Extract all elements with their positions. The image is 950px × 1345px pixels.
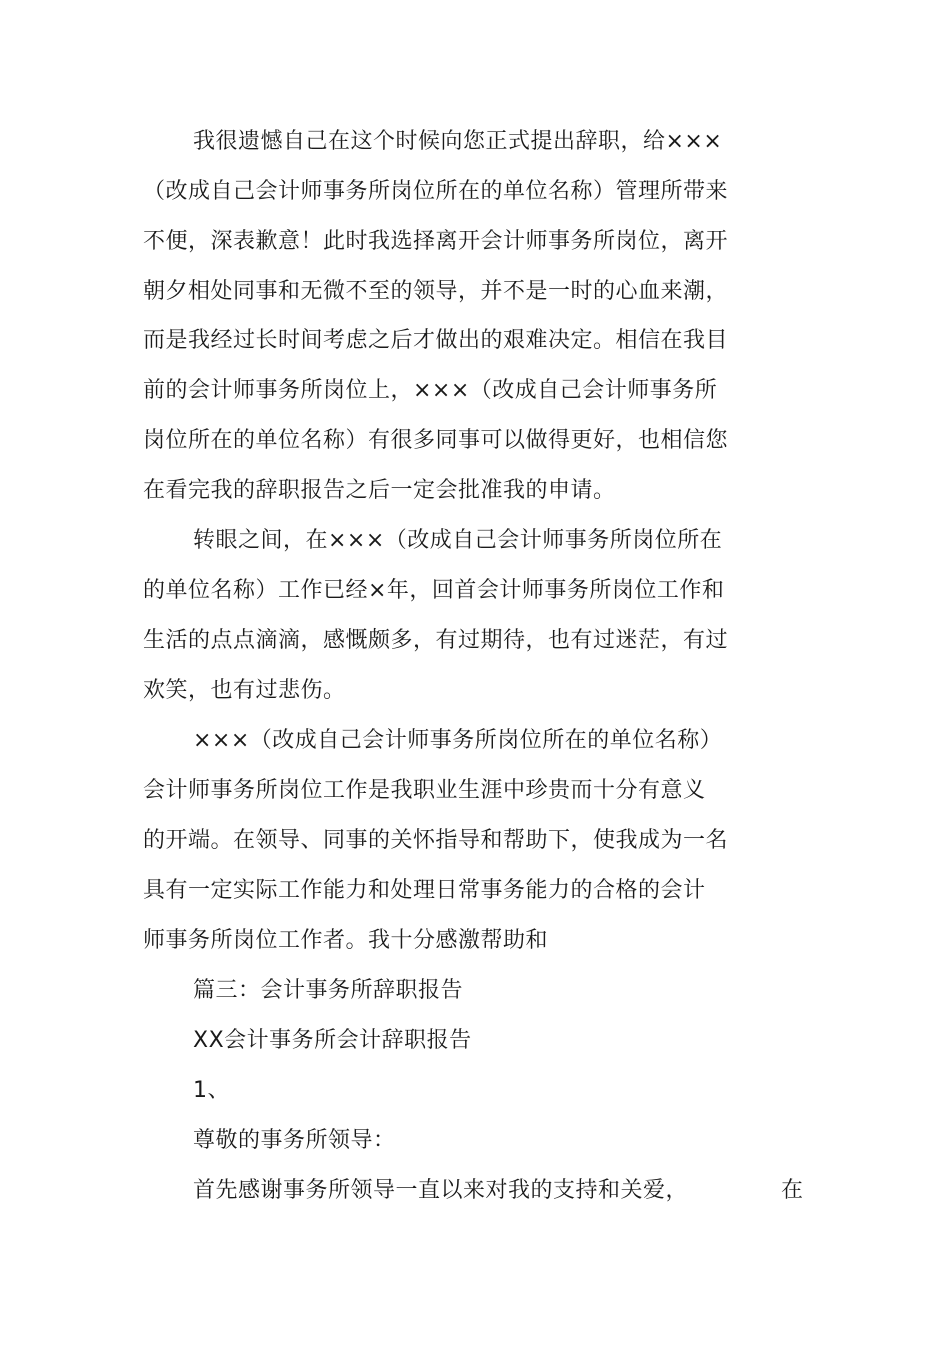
salutation: 尊敬的事务所领导：: [193, 1128, 396, 1153]
body-opening-line: 首先感谢事务所领导一直以来对我的支持和关爱，: [193, 1178, 689, 1203]
paragraph-1-line-4: 朝夕相处同事和无微不至的领导，并不是一时的心血来潮，: [143, 279, 729, 304]
paragraph-3-line-1: ×××（改成自己会计师事务所岗位所在的单位名称）: [193, 728, 723, 753]
item-number: 1、: [193, 1078, 230, 1103]
paragraph-1-line-5: 而是我经过长时间考虑之后才做出的艰难决定。相信在我目: [143, 328, 729, 353]
paragraph-1-line-3: 不便，深表歉意！此时我选择离开会计师事务所岗位，离开: [143, 229, 729, 254]
paragraph-1-line-2: （改成自己会计师事务所岗位所在的单位名称）管理所带来: [143, 179, 729, 204]
paragraph-3-line-4: 具有一定实际工作能力和处理日常事务能力的合格的会计: [143, 878, 706, 903]
paragraph-3-line-2: 会计师事务所岗位工作是我职业生涯中珍贵而十分有意义: [143, 778, 706, 803]
section-heading: 篇三：会计事务所辞职报告: [193, 978, 464, 1003]
paragraph-2-line-3: 生活的点点滴滴，感慨颇多，有过期待，也有过迷茫，有过: [143, 628, 729, 653]
paragraph-1-line-7: 岗位所在的单位名称）有很多同事可以做得更好，也相信您: [143, 428, 729, 453]
paragraph-3-line-5: 师事务所岗位工作者。我十分感激帮助和: [143, 928, 549, 953]
paragraph-2-line-1: 转眼之间，在×××（改成自己会计师事务所岗位所在: [193, 528, 723, 553]
paragraph-3-line-3: 的开端。在领导、同事的关怀指导和帮助下，使我成为一名: [143, 828, 729, 853]
paragraph-1-line-1: 我很遗憾自己在这个时候向您正式提出辞职，给×××: [193, 129, 723, 154]
body-opening-line-tail: 在: [781, 1178, 804, 1203]
paragraph-2-line-2: 的单位名称）工作已经×年，回首会计师事务所岗位工作和: [143, 578, 725, 603]
paragraph-1-line-6: 前的会计师事务所岗位上，×××（改成自己会计师事务所: [143, 378, 718, 403]
paragraph-2-line-4: 欢笑，也有过悲伤。: [143, 678, 346, 703]
report-title: XX会计事务所会计辞职报告: [193, 1028, 472, 1053]
paragraph-1-line-8: 在看完我的辞职报告之后一定会批准我的申请。: [143, 478, 616, 503]
